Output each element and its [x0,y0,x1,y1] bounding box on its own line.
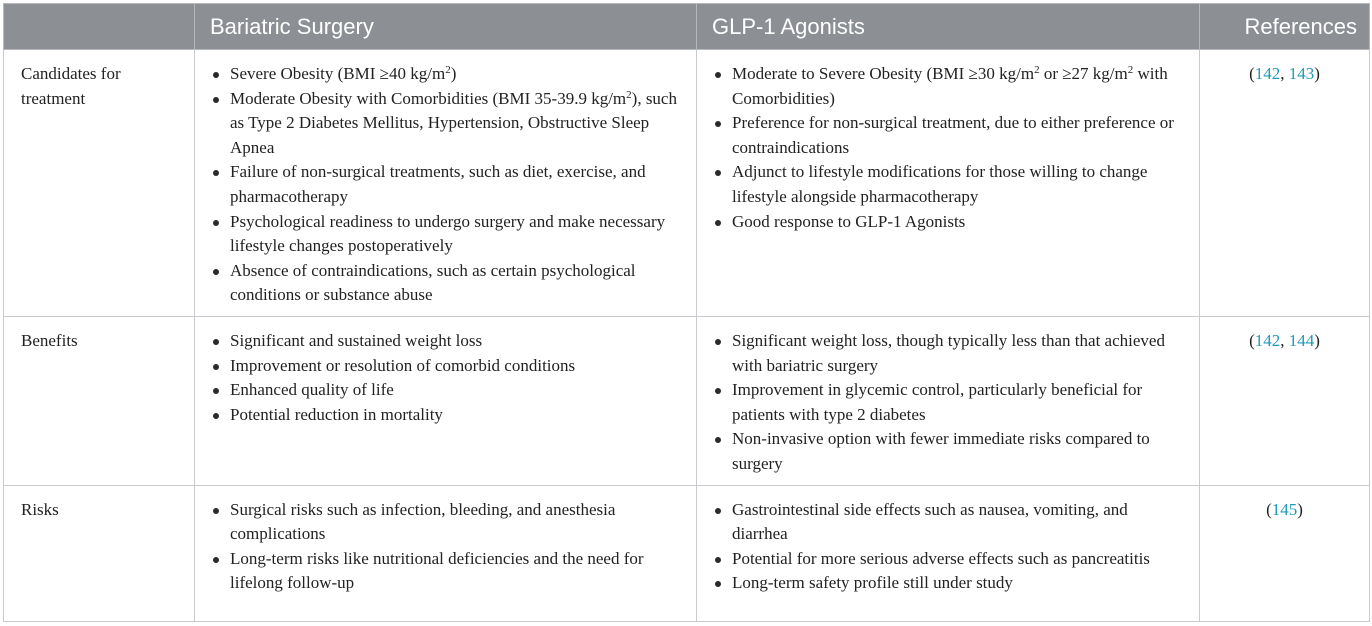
list-item [230,354,684,379]
list-item [732,210,1187,235]
list-item [732,329,1187,378]
bullet-text: Significant and sustained weight loss [230,331,483,350]
list-item [230,62,684,87]
bariatric-cell [195,317,697,486]
bullet-text: Long-term safety profile still under study [732,573,1013,593]
row-label: Benefits [4,317,195,486]
bullet-text: Absence of contraindications, such as certain psychological conditions or substance abuse [230,260,636,305]
list-item [732,427,1187,476]
bullet-text: Improvement or resolution of comorbid conditions [230,355,576,375]
list-item [230,547,684,596]
reference-link[interactable]: 145 [1271,499,1298,519]
references-cell [1200,317,1370,486]
bariatric-cell [195,485,697,621]
list-item [230,378,684,403]
bullet-text: Non-invasive option with fewer immediate risks compared to surgery [732,429,1150,473]
list-item [732,111,1187,160]
bullet-text: ), such as Type 2 Diabetes Mellitus, Hypertension, Obstructive Sleep Apnea [230,88,677,157]
bullet-text: Potential reduction in mortality [230,404,443,424]
bullet-list [714,329,1187,477]
list-item [230,160,684,209]
comparison-table [3,3,1370,622]
bullet-text: with Comorbidities) [732,64,1168,108]
bullet-text: Improvement in glycemic control, particularly beneficial for patients with type 2 diabetes [732,380,1143,424]
ref-separator: , [1280,331,1289,350]
table-row [4,485,1370,621]
bullet-list [212,329,684,427]
reference-link[interactable]: 142 [1254,64,1281,83]
bullet-text: Enhanced quality of life [230,380,394,400]
superscript: 2 [626,88,632,101]
superscript: 2 [1127,64,1134,76]
references-cell [1200,50,1370,317]
ref-paren-close: ) [1297,499,1303,519]
list-item [230,498,684,547]
bullet-list [714,62,1187,234]
list-item [732,62,1187,111]
bullet-text: or ≥27 kg/m [1039,64,1128,83]
ref-paren-open: ( [1266,499,1272,519]
ref-separator: , [1280,64,1289,83]
references-cell [1200,485,1370,621]
superscript: 2 [1034,64,1040,76]
list-item [230,210,684,259]
bullet-text: Long-term risks like nutritional deficiencies and the need for lifelong follow-up [230,548,644,593]
list-item [732,498,1187,547]
header-glp1-agonists: GLP-1 Agonists [697,4,1200,50]
bullet-text: Surgical risks such as infection, bleeding, and anesthesia complications [230,499,616,544]
list-item [230,87,684,161]
bullet-text: Potential for more serious adverse effects such as pancreatitis [732,548,1150,568]
ref-paren-close: ) [1314,64,1320,83]
list-item [732,571,1187,596]
list-item [732,378,1187,427]
bullet-text: ) [450,64,457,83]
bullet-text: Adjunct to lifestyle modifications for those willing to change lifestyle alongside pharmacotherapy [732,162,1148,206]
bullet-text: Preference for non-surgical treatment, due to either preference or contraindications [732,113,1174,157]
bullet-text: Good response to GLP-1 Agonists [732,211,966,231]
bullet-list [212,498,684,596]
row-label: Candidates for treatment [4,50,195,317]
bullet-text: Psychological readiness to undergo surgery and make necessary lifestyle changes postoperatively [230,211,666,256]
bullet-text: Gastrointestinal side effects such as nausea, vomiting, and diarrhea [732,499,1128,544]
bullet-list [714,498,1187,596]
bullet-text: Moderate Obesity with Comorbidities (BMI 35-39.9 kg/m [230,88,627,108]
bullet-list [212,62,684,308]
bariatric-cell [195,50,697,317]
header-blank [4,4,195,50]
ref-paren-close: ) [1314,331,1320,350]
list-item [230,259,684,308]
bullet-text: Failure of non-surgical treatments, such as diet, exercise, and pharmacotherapy [230,162,646,206]
superscript: 2 [445,64,451,76]
ref-paren-open: ( [1249,64,1255,83]
bullet-text: Severe Obesity (BMI ≥40 kg/m [230,64,446,83]
row-label: Risks [4,485,195,621]
bullet-text: Significant weight loss, though typically less than that achieved with bariatric surgery [732,331,1165,375]
reference-link[interactable]: 142 [1254,331,1281,350]
header-bariatric-surgery: Bariatric Surgery [195,4,697,50]
list-item [732,547,1187,572]
list-item [230,403,684,428]
bullet-text: Moderate to Severe Obesity (BMI ≥30 kg/m [732,64,1035,83]
reference-link[interactable]: 143 [1288,64,1315,83]
glp1-cell [697,485,1200,621]
list-item [732,160,1187,209]
header-references: References [1200,4,1370,50]
table-row [4,50,1370,317]
ref-paren-open: ( [1249,331,1255,350]
reference-link[interactable]: 144 [1288,331,1315,350]
table-row [4,317,1370,486]
glp1-cell [697,317,1200,486]
glp1-cell [697,50,1200,317]
list-item [230,329,684,354]
header-row [4,4,1370,50]
